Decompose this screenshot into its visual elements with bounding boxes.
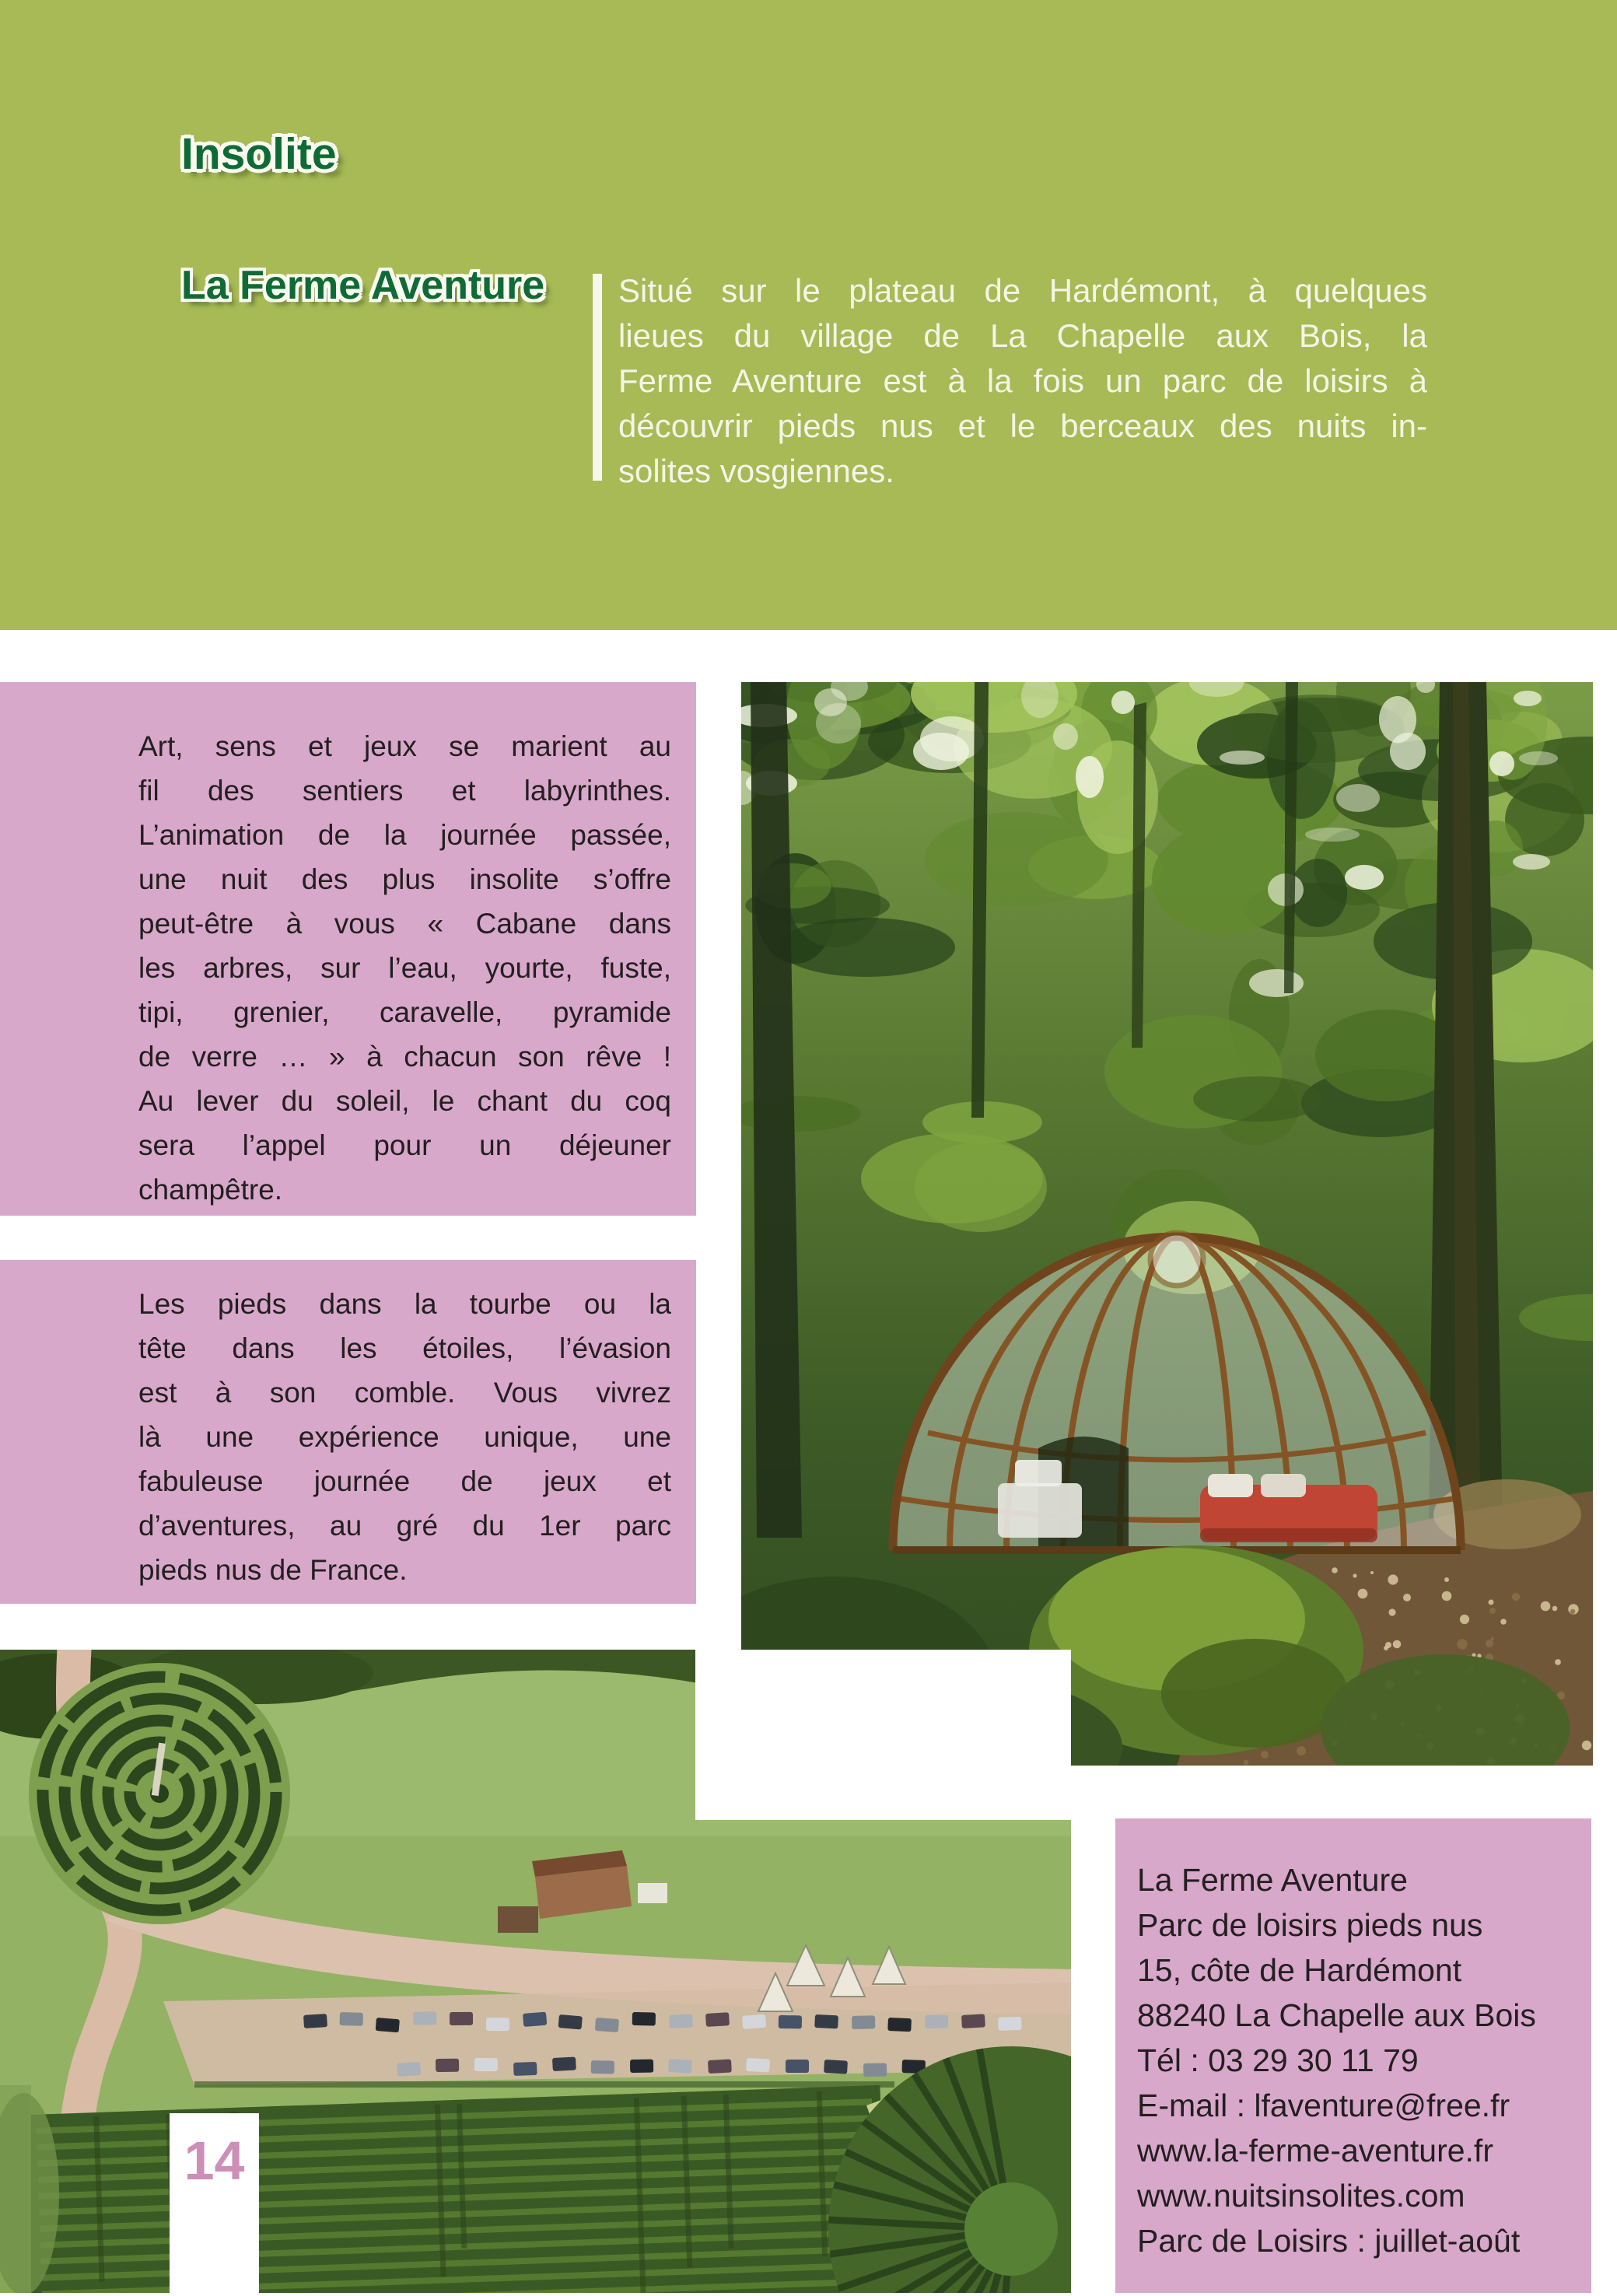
page-number-strip	[170, 2113, 259, 2293]
intro-line: lieues du village de La Chapelle aux Bois, la	[618, 317, 1427, 354]
text-line: Art, sens et jeux se marient au	[138, 730, 671, 762]
contact-block	[1115, 1818, 1591, 2293]
page-number: 14	[184, 2130, 245, 2191]
contact-email: E-mail : lfaventure@free.fr	[1137, 2088, 1510, 2123]
text-line: peut-être à vous « Cabane dans	[138, 908, 671, 940]
contact-phone: Tél : 03 29 30 11 79	[1137, 2042, 1419, 2078]
text-line: champêtre.	[138, 1174, 283, 1206]
text-line: Au lever du soleil, le chant du coq	[138, 1085, 671, 1117]
text-line: L’animation de la journée passée,	[138, 819, 671, 851]
contact-season: Parc de Loisirs : juillet-août	[1137, 2223, 1521, 2259]
intro-line: solites vosgiennes.	[618, 453, 894, 489]
contact-website-1: www.la-ferme-aventure.fr	[1137, 2133, 1493, 2168]
intro-line: Ferme Aventure est à la fois un parc de loisirs à	[618, 362, 1427, 399]
text-line: de verre … » à chacun son rêve !	[138, 1041, 671, 1073]
header-band	[0, 0, 1617, 630]
intro-line: découvrir pieds nus et le berceaux des nuits in-	[618, 408, 1427, 444]
text-line: d’aventures, au gré du 1er parc	[138, 1510, 671, 1542]
contact-descriptor: Parc de loisirs pieds nus	[1137, 1907, 1483, 1943]
section-title: Insolite	[181, 129, 337, 179]
intro-line: Situé sur le plateau de Hardémont, à quelques	[618, 272, 1427, 309]
contact-city: 88240 La Chapelle aux Bois	[1137, 1997, 1536, 2033]
text-line: fil des sentiers et labyrinthes.	[138, 775, 671, 807]
paragraph-block-2	[0, 1260, 696, 1604]
text-line: tipi, grenier, caravelle, pyramide	[138, 996, 671, 1028]
contact-street: 15, côte de Hardémont	[1137, 1952, 1462, 1988]
photo-cutout	[695, 1650, 1071, 1820]
article-title: La Ferme Aventure	[181, 263, 545, 308]
text-line: tête dans les étoiles, l’évasion	[138, 1332, 671, 1364]
text-line: sera l’appel pour un déjeuner	[138, 1129, 671, 1161]
contact-name: La Ferme Aventure	[1137, 1862, 1408, 1898]
intro-paragraph	[618, 268, 1427, 494]
text-line: fabuleuse journée de jeux et	[138, 1465, 671, 1497]
text-line: une nuit des plus insolite s’offre	[138, 863, 671, 895]
text-line: là une expérience unique, une	[138, 1421, 671, 1453]
field-maze	[25, 2085, 887, 2293]
divider-bar	[593, 274, 602, 481]
paragraph-block-1	[0, 682, 696, 1216]
text-line: pieds nus de France.	[138, 1554, 408, 1586]
dome-photo	[741, 682, 1593, 1766]
text-line: est à son comble. Vous vivrez	[138, 1377, 671, 1409]
aerial-photo	[0, 1650, 1071, 2293]
circular-maze	[29, 1663, 290, 1924]
contact-website-2: www.nuitsinsolites.com	[1137, 2178, 1465, 2214]
text-line: les arbres, sur l’eau, yourte, fuste,	[138, 952, 671, 984]
text-line: Les pieds dans la tourbe ou la	[138, 1288, 671, 1320]
forest-dome-illustration	[741, 682, 1593, 1766]
